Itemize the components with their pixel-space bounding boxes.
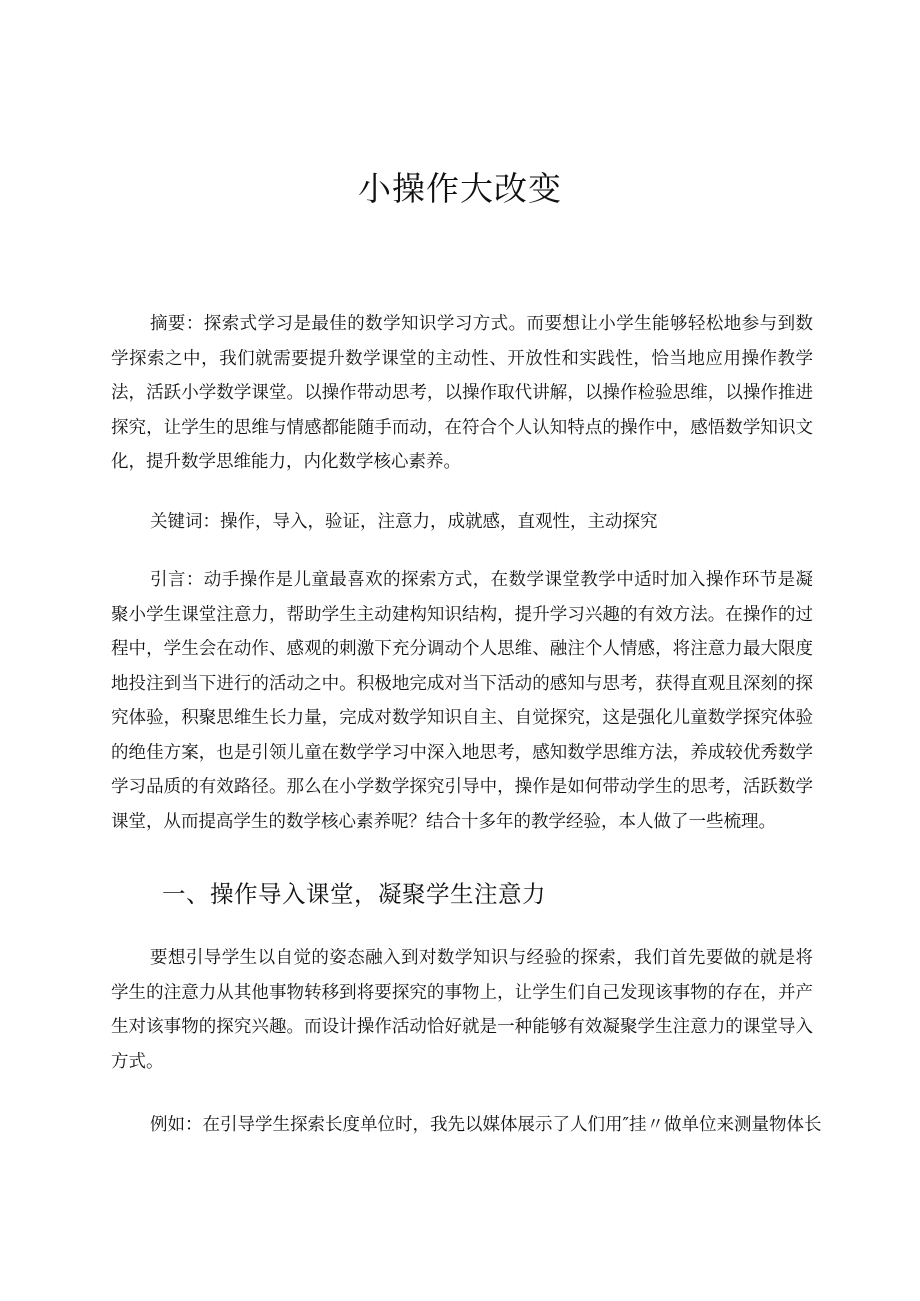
section-paragraph-continued: 例如：在引导学生探索长度单位时，我先以媒体展示了人们用″挂〃做单位来测量物体长 bbox=[150, 1115, 822, 1135]
abstract-paragraph: 摘要：探索式学习是最佳的数学知识学习方式。而要想让小学生能够轻松地参与到数学探索之中，我们就需要提升数学课堂的主动性、开放性和实践性，恰当地应用操作教学法，活跃小学数学课堂。以操作带动思考，以操作取代讲解，以操作检验思维，以操作推进探究，让学生的思维与情感都能随手而动，在符合个人认知特点的操作中，感悟数学知识文化，提升数学思维能力，内化数学核心素养。 bbox=[111, 314, 813, 472]
section-paragraph: 要想引导学生以自觉的姿态融入到对数学知识与经验的探索，我们首先要做的就是将学生的注意力从其他事物转移到将要探究的事物上，让学生们自己发现该事物的存在，并产生对该事物的探究兴趣。而设计操作活动恰好就是一种能够有效凝聚学生注意力的课堂导入方式。 bbox=[111, 948, 813, 1072]
section-heading: 一、操作导入课堂，凝聚学生注意力 bbox=[162, 880, 546, 908]
keywords-paragraph: 关键词：操作，导入，验证，注意力，成就感，直观性，主动探究 bbox=[150, 512, 658, 532]
introduction-paragraph: 引言：动手操作是儿童最喜欢的探索方式，在数学课堂教学中适时加入操作环节是凝聚小学生课堂注意力，帮助学生主动建构知识结构，提升学习兴趣的有效方法。在操作的过程中，学生会在动作、感观的刺激下充分调动个人思维、融注个人情感，将注意力最大限度地投注到当下进行的活动之中。积极地完成对当下活动的感知与思考，获得直观且深刻的探究体验，积聚思维生长力量，完成对数学知识自主、自觉探究，这是强化儿童数学探究体验的绝佳方案，也是引领儿童在数学学习中深入地思考，感知数学思维方法，养成较优秀数学学习品质的有效路径。那么在小学数学探究引导中，操作是如何带动学生的思考，活跃数学课堂，从而提高学生的数学核心素养呢？结合十多年的教学经验，本人做了一些梳理。 bbox=[111, 570, 813, 832]
document-title: 小操作大改变 bbox=[358, 169, 562, 208]
